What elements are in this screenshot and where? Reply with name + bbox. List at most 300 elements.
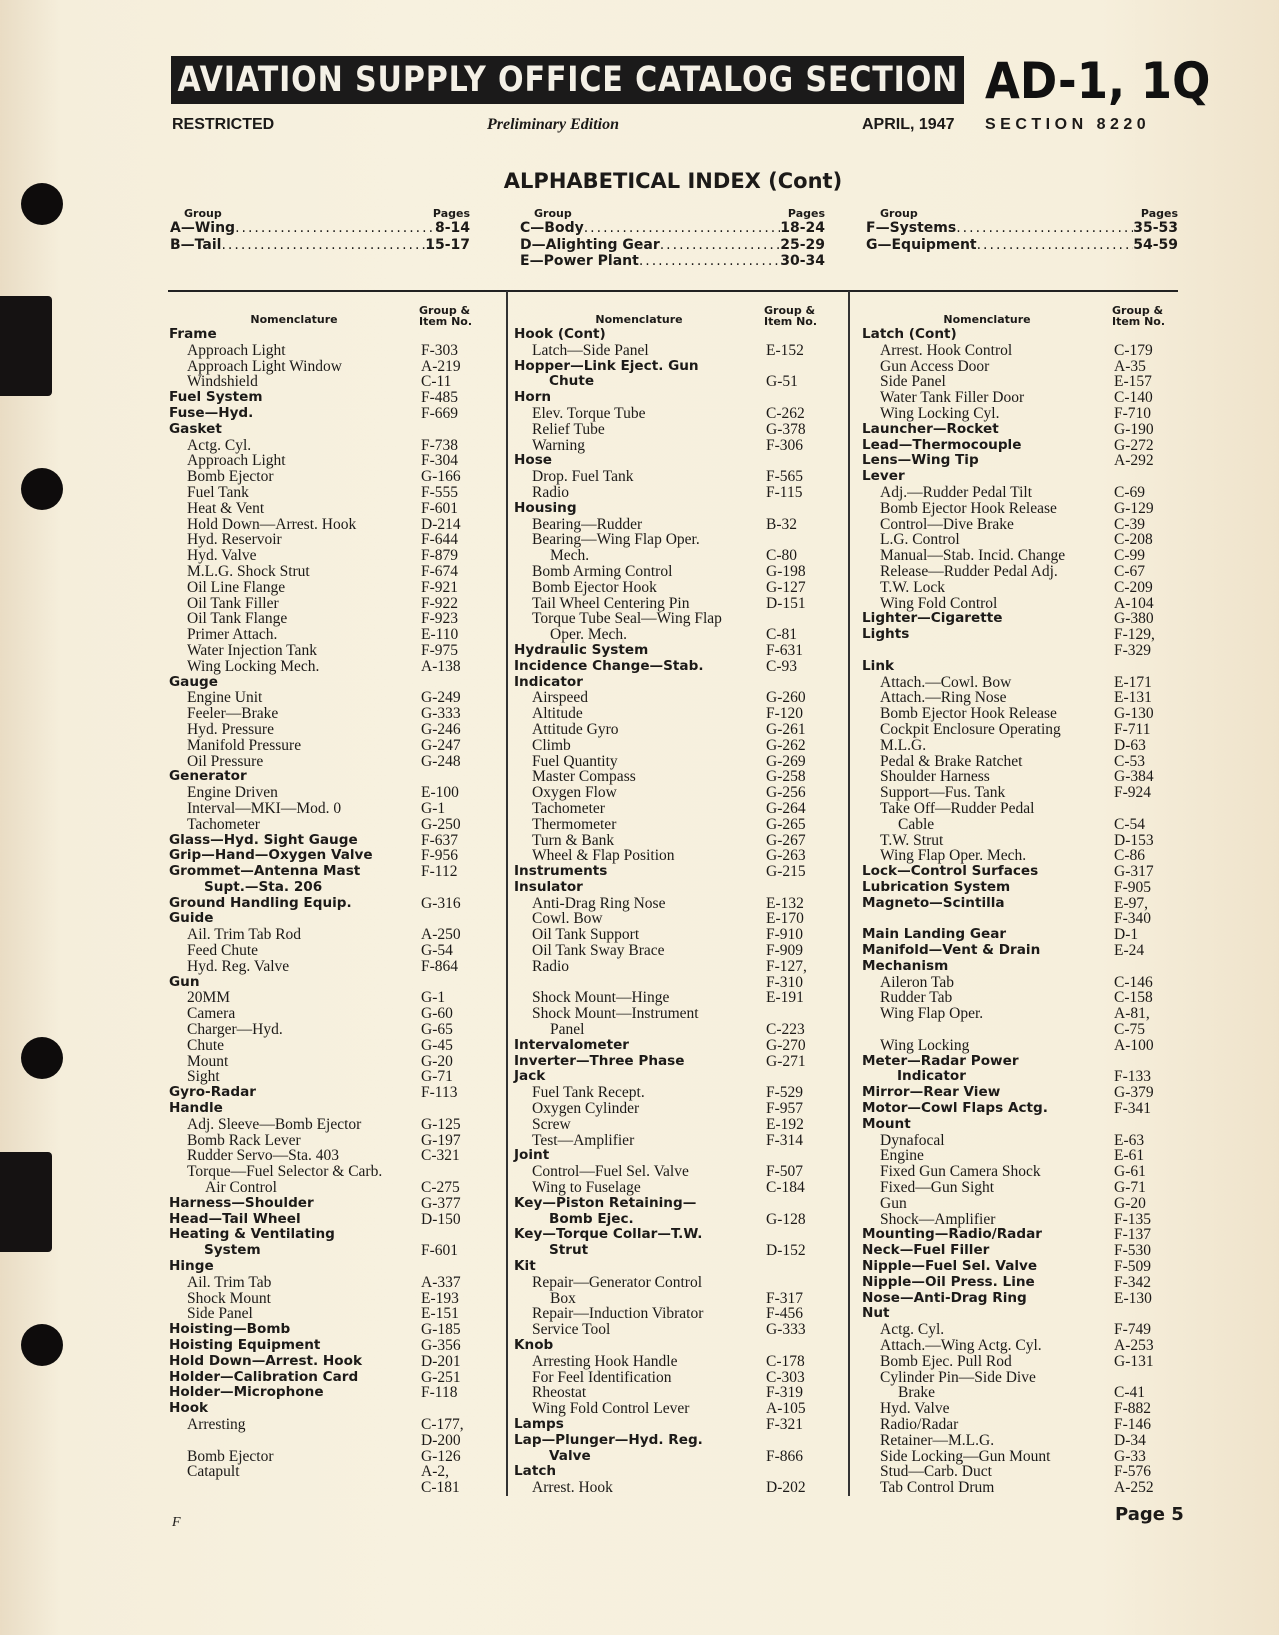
entry-item-number: C-208 — [1114, 531, 1153, 549]
entry-item-number: F-631 — [766, 641, 804, 659]
entry-item-number: G-356 — [421, 1337, 461, 1354]
pages-label: Pages — [432, 207, 470, 220]
entry-item-number: G-271 — [766, 1052, 806, 1070]
entry-name: Housing — [514, 499, 577, 516]
index-entry — [862, 343, 1180, 359]
entry-name: Latch (Cont) — [862, 326, 957, 342]
entry-name: Inverter—Three Phase — [514, 1052, 685, 1069]
index-column — [862, 293, 1180, 1496]
entry-item-number — [421, 1164, 487, 1180]
index-entry — [862, 1117, 1180, 1133]
entry-name: Attach.—Cowl. Bow — [880, 673, 1012, 691]
entry-item-number: A-35 — [1114, 357, 1146, 375]
entry-name: Pedal & Brake Ratchet — [880, 752, 1023, 770]
page-title: ALPHABETICAL INDEX (Cont) — [503, 169, 843, 193]
entry-item-number: C-39 — [1114, 515, 1145, 533]
entry-name: Guide — [169, 910, 214, 927]
entry-item-number — [421, 880, 487, 896]
index-entry — [514, 1464, 832, 1480]
index-entry — [169, 374, 487, 390]
entry-name: Box — [550, 1289, 576, 1307]
entry-item-number — [1114, 327, 1180, 343]
entry-item-number: C-99 — [1114, 547, 1145, 565]
entry-item-number: F-601 — [421, 1242, 459, 1260]
entry-item-number — [1114, 959, 1180, 975]
index-entry — [514, 343, 832, 359]
entry-name: Nipple—Fuel Sel. Valve — [862, 1258, 1038, 1275]
index-entry — [169, 722, 487, 738]
entry-name: Aileron Tab — [880, 973, 954, 991]
entry-name: Bomb Ejector — [187, 468, 274, 486]
entry-name: Lens—Wing Tip — [862, 452, 979, 469]
entry-name: Retainer—M.L.G. — [880, 1431, 995, 1449]
entry-item-number: G-272 — [1114, 436, 1154, 454]
entry-item-number: F-529 — [766, 1084, 804, 1102]
entry-item-number — [1114, 659, 1180, 675]
entry-name: Master Compass — [532, 768, 636, 786]
entry-name: Wing Fold Control — [880, 594, 998, 612]
entry-item-number: G-269 — [766, 752, 806, 770]
entry-name: Intervalometer — [514, 1036, 629, 1053]
group-entry — [170, 220, 470, 237]
entry-name: Mechanism — [862, 957, 949, 974]
entry-item-number — [421, 1101, 487, 1117]
entry-name: Gun Access Door — [880, 357, 990, 375]
index-entry — [514, 1117, 832, 1133]
index-entry — [862, 927, 1180, 943]
entry-item-number: D-152 — [766, 1242, 806, 1260]
entry-name: Indicator — [514, 673, 583, 690]
index-entry — [169, 1117, 487, 1133]
entry-item-number: F-601 — [421, 499, 459, 517]
entry-name: Control—Fuel Sel. Valve — [532, 1163, 689, 1181]
entry-item-number: F-456 — [766, 1305, 804, 1323]
entry-item-number: A-2, — [421, 1463, 449, 1481]
column-header — [862, 293, 1180, 327]
entry-item-number: G-166 — [421, 468, 461, 486]
entry-item-number: E-100 — [421, 784, 459, 802]
group-pages: 15-17 — [425, 236, 470, 253]
index-entry — [514, 548, 832, 564]
index-entry — [169, 453, 487, 469]
entry-item-number: E-171 — [1114, 673, 1152, 691]
entry-name: Drop. Fuel Tank — [532, 468, 634, 486]
entry-item-number: F-530 — [1114, 1242, 1152, 1260]
index-entry — [169, 943, 487, 959]
entry-name: Nose—Anti-Drag Ring — [862, 1289, 1027, 1306]
index-entry — [862, 374, 1180, 390]
entry-item-number — [766, 1069, 832, 1085]
entry-name: Kit — [514, 1258, 536, 1275]
group-name: E—Power Plant — [520, 253, 639, 269]
index-entry — [514, 1164, 832, 1180]
entry-item-number — [421, 327, 487, 343]
entry-item-number: C-140 — [1114, 389, 1153, 407]
entry-item-number: C-53 — [1114, 752, 1145, 770]
index-entry — [169, 785, 487, 801]
entry-name: Horn — [514, 389, 552, 406]
group-legend-header — [520, 207, 825, 220]
entry-name: Dynafocal — [880, 1131, 945, 1149]
entry-item-number: F-674 — [421, 562, 459, 580]
entry-name: Wing to Fuselage — [532, 1179, 641, 1197]
entry-name: Harness—Shoulder — [169, 1194, 314, 1211]
index-entry — [862, 848, 1180, 864]
entry-name: Adj. Sleeve—Bomb Ejector — [187, 1115, 362, 1133]
index-entry — [514, 959, 832, 975]
index-entry — [862, 1022, 1180, 1038]
index-entry — [862, 359, 1180, 375]
entry-item-number: G-251 — [421, 1368, 461, 1386]
entry-item-number — [766, 327, 832, 343]
entry-name: Airspeed — [532, 689, 588, 707]
index-entry — [169, 817, 487, 833]
entry-item-number — [766, 1227, 832, 1243]
index-entry — [862, 817, 1180, 833]
catalog-banner — [171, 56, 964, 104]
entry-name: Water Injection Tank — [187, 641, 317, 659]
entry-item-number — [766, 1196, 832, 1212]
entry-item-number: G-215 — [766, 863, 806, 881]
index-entry — [169, 1006, 487, 1022]
entry-name: Meter—Radar Power — [862, 1052, 1019, 1069]
index-entry — [514, 453, 832, 469]
index-entry — [514, 1038, 832, 1054]
entry-item-number: G-250 — [421, 815, 461, 833]
entry-name: Arresting — [187, 1415, 246, 1433]
entry-item-number: F-118 — [421, 1384, 458, 1402]
entry-name: Bomb Ejector — [187, 1447, 274, 1465]
index-entry — [514, 627, 832, 643]
index-entry — [169, 627, 487, 643]
entry-name: Hook (Cont) — [514, 326, 606, 342]
index-entry — [169, 422, 487, 438]
index-entry — [169, 1164, 487, 1180]
index-entry — [169, 1180, 487, 1196]
entry-name: Support—Fus. Tank — [880, 784, 1006, 802]
entry-name: Launcher—Rocket — [862, 420, 999, 437]
index-entry — [862, 627, 1180, 643]
entry-item-number: G-131 — [1114, 1352, 1154, 1370]
index-entry — [862, 785, 1180, 801]
entry-name: Fixed Gun Camera Shock — [880, 1163, 1041, 1181]
index-entry — [169, 1022, 487, 1038]
entry-item-number: F-303 — [421, 341, 459, 359]
entry-item-number: G-1 — [421, 799, 446, 817]
footer-mark: F — [172, 1515, 181, 1530]
index-entry — [862, 833, 1180, 849]
entry-name: Bomb Ejec. Pull Rod — [880, 1352, 1012, 1370]
index-entry — [169, 1370, 487, 1386]
entry-name: Jack — [514, 1068, 546, 1085]
entry-name: Feeler—Brake — [187, 705, 279, 723]
index-entry — [169, 564, 487, 580]
entry-item-number — [766, 390, 832, 406]
index-entry — [169, 1212, 487, 1228]
index-entry — [169, 659, 487, 675]
entry-item-number: F-644 — [421, 531, 459, 549]
entry-item-number: G-185 — [421, 1321, 461, 1339]
entry-name: Screw — [532, 1115, 571, 1133]
entry-name: Fuel Tank Recept. — [532, 1084, 645, 1102]
entry-name: Mounting—Radio/Radar — [862, 1226, 1042, 1243]
entry-name: Torque Tube Seal—Wing Flap — [532, 610, 722, 628]
index-entry — [862, 896, 1180, 912]
index-entry — [514, 990, 832, 1006]
entry-item-number: E-131 — [1114, 689, 1152, 707]
entry-item-number: G-261 — [766, 720, 806, 738]
group-entry — [520, 220, 825, 237]
entry-item-number — [766, 532, 832, 548]
group-legend-header — [170, 207, 470, 220]
entry-item-number: G-262 — [766, 736, 806, 754]
entry-name: Oil Tank Support — [532, 926, 640, 944]
index-entry — [169, 896, 487, 912]
entry-name: Nut — [862, 1305, 890, 1322]
entry-item-number: C-177, — [421, 1415, 464, 1433]
entry-name: 20MM — [187, 989, 231, 1007]
entry-item-number: C-178 — [766, 1352, 805, 1370]
index-entry — [169, 959, 487, 975]
index-entry — [514, 438, 832, 454]
entry-name: Interval—MKI—Mod. 0 — [187, 799, 342, 817]
index-entry — [862, 327, 1180, 343]
entry-item-number: F-956 — [421, 847, 459, 865]
index-entry — [514, 611, 832, 627]
entry-item-number: F-340 — [1114, 910, 1152, 928]
entry-name: Engine — [880, 1147, 924, 1165]
entry-name — [169, 1480, 421, 1496]
entry-name: Manifold—Vent & Drain — [862, 942, 1041, 959]
entry-item-number: F-115 — [766, 483, 803, 501]
group-name: F—Systems — [866, 220, 957, 236]
entry-name: Hold Down—Arrest. Hook — [169, 1352, 363, 1369]
entry-name: Lock—Control Surfaces — [862, 863, 1039, 880]
index-entry — [169, 769, 487, 785]
entry-name: M.L.G. Shock Strut — [187, 562, 310, 580]
entry-item-number — [766, 675, 832, 691]
entry-name: Hyd. Valve — [187, 547, 257, 565]
index-entry — [862, 469, 1180, 485]
entry-item-number: C-146 — [1114, 973, 1153, 991]
entry-name: Latch — [514, 1463, 557, 1480]
index-entry — [514, 1148, 832, 1164]
entry-name — [862, 643, 1114, 659]
index-entry — [514, 1449, 832, 1465]
entry-item-number — [766, 1464, 832, 1480]
entry-name: Hook — [169, 1400, 209, 1417]
entry-name: Lubrication System — [862, 878, 1011, 895]
index-entry — [862, 864, 1180, 880]
entry-name: Warning — [532, 436, 585, 454]
entry-name: Radio/Radar — [880, 1415, 959, 1433]
index-entry — [169, 990, 487, 1006]
index-entry — [169, 1054, 487, 1070]
index-entry — [514, 1385, 832, 1401]
entry-name: Rudder Tab — [880, 989, 953, 1007]
entry-item-number: G-316 — [421, 894, 461, 912]
entry-item-number: F-957 — [766, 1100, 804, 1118]
entry-name: Lamps — [514, 1415, 564, 1432]
entry-item-number: D-202 — [766, 1479, 806, 1497]
index-entry — [862, 1038, 1180, 1054]
date: APRIL, 1947 — [862, 116, 955, 133]
index-entry — [169, 1148, 487, 1164]
entry-name: L.G. Control — [880, 531, 960, 549]
entry-name: Lights — [862, 626, 910, 643]
entry-name: Oil Pressure — [187, 752, 264, 770]
group-label: Group — [880, 207, 918, 220]
entry-name: Key—Torque Collar—T.W. — [514, 1226, 703, 1243]
entry-item-number: F-509 — [1114, 1258, 1152, 1276]
index-entry — [862, 943, 1180, 959]
entry-name: Approach Light — [187, 452, 286, 470]
entry-item-number: F-146 — [1114, 1415, 1152, 1433]
entry-item-number — [766, 501, 832, 517]
entry-name: Charger—Hyd. — [187, 1021, 283, 1039]
entry-item-number: G-379 — [1114, 1084, 1154, 1102]
entry-item-number: F-137 — [1114, 1226, 1152, 1244]
entry-item-number: F-310 — [766, 973, 804, 991]
index-entry — [169, 754, 487, 770]
entry-item-number: A-219 — [421, 357, 461, 375]
group-name: G—Equipment — [866, 236, 977, 253]
entry-name: Rheostat — [532, 1384, 587, 1402]
index-entry — [169, 390, 487, 406]
entry-name: Fuel Quantity — [532, 752, 618, 770]
entry-item-number: E-151 — [421, 1305, 459, 1323]
entry-item-number — [766, 453, 832, 469]
entry-item-number — [766, 1006, 832, 1022]
group-pages: 35-53 — [1133, 220, 1178, 236]
entry-name: Hose — [514, 452, 553, 469]
entry-item-number: F-555 — [421, 483, 459, 501]
entry-name: Arresting Hook Handle — [532, 1352, 678, 1370]
index-entry — [514, 1275, 832, 1291]
index-entry — [169, 880, 487, 896]
entry-name: Engine Driven — [187, 784, 278, 802]
binder-hole — [21, 1324, 63, 1366]
index-entry — [514, 1180, 832, 1196]
index-entry — [169, 1338, 487, 1354]
entry-name: Anti-Drag Ring Nose — [532, 894, 666, 912]
index-entry — [862, 517, 1180, 533]
entry-name: Knob — [514, 1337, 554, 1353]
entry-item-number: F-341 — [1114, 1100, 1152, 1118]
entry-name: Thermometer — [532, 815, 617, 833]
entry-name: Repair—Induction Vibrator — [532, 1305, 704, 1323]
column-header — [169, 293, 487, 327]
entry-item-number: G-130 — [1114, 705, 1154, 723]
index-entry — [862, 1322, 1180, 1338]
entry-item-number: D-150 — [421, 1210, 461, 1228]
entry-name: T.W. Strut — [880, 831, 944, 849]
index-entry — [169, 1449, 487, 1465]
entry-item-number: C-80 — [766, 547, 797, 565]
index-entry — [169, 1385, 487, 1401]
entry-name: Oil Tank Filler — [187, 594, 279, 612]
entry-item-number: F-710 — [1114, 404, 1152, 422]
index-entry — [514, 580, 832, 596]
entry-name: Control—Dive Brake — [880, 515, 1014, 533]
index-entry — [862, 880, 1180, 896]
entry-name: Mirror—Rear View — [862, 1084, 1001, 1101]
index-entry — [514, 406, 832, 422]
catalog-code: AD-1, 1Q — [985, 52, 1211, 110]
index-entry — [169, 1306, 487, 1322]
index-entry — [862, 406, 1180, 422]
entry-name: Adj.—Rudder Pedal Tilt — [880, 483, 1033, 501]
entry-name: Gauge — [169, 673, 218, 690]
entry-name: Fuel Tank — [187, 483, 249, 501]
entry-item-number: E-170 — [766, 910, 804, 928]
entry-item-number: C-223 — [766, 1021, 805, 1039]
entry-item-number: F-314 — [766, 1131, 804, 1149]
entry-name: Turn & Bank — [532, 831, 615, 849]
entry-item-number: C-69 — [1114, 483, 1145, 501]
nomenclature-header: Nomenclature — [943, 313, 1031, 326]
entry-name: Fixed—Gun Sight — [880, 1179, 995, 1197]
dot-leader — [221, 237, 425, 254]
entry-item-number: C-321 — [421, 1147, 460, 1165]
entry-name: Hydraulic System — [514, 641, 649, 658]
entry-item-number: G-384 — [1114, 768, 1154, 786]
entry-item-number: A-105 — [766, 1400, 806, 1418]
index-entry — [514, 374, 832, 390]
entry-item-number: G-54 — [421, 942, 453, 960]
index-entry — [514, 1401, 832, 1417]
index-entry — [514, 1306, 832, 1322]
index-entry — [862, 564, 1180, 580]
dot-leader — [584, 220, 781, 237]
column-header — [514, 293, 832, 327]
entry-item-number: D-153 — [1114, 831, 1154, 849]
index-entry — [169, 1433, 487, 1449]
entry-item-number: F-485 — [421, 389, 459, 407]
entry-item-number: F-866 — [766, 1447, 804, 1465]
entry-item-number: G-51 — [766, 373, 798, 391]
index-column — [169, 293, 487, 1496]
entry-item-number — [766, 611, 832, 627]
entry-item-number — [1114, 1370, 1180, 1386]
entry-item-number: E-110 — [421, 626, 459, 644]
entry-item-number: D-1 — [1114, 926, 1139, 944]
entry-item-number: C-81 — [766, 626, 797, 644]
group-pages: 30-34 — [780, 253, 825, 269]
index-entry — [514, 1196, 832, 1212]
entry-name: Hyd. Reservoir — [187, 531, 282, 549]
entry-item-number: A-337 — [421, 1273, 461, 1291]
entry-name: Lever — [862, 468, 905, 485]
index-entry — [169, 469, 487, 485]
entry-name: Shock Mount—Hinge — [532, 989, 670, 1007]
entry-item-number: G-129 — [1114, 499, 1154, 517]
binder-clip — [0, 296, 52, 396]
entry-name: M.L.G. — [880, 736, 927, 754]
entry-name: Ail. Trim Tab — [187, 1273, 272, 1291]
index-entry — [514, 943, 832, 959]
index-entry — [169, 911, 487, 927]
index-entry — [169, 1275, 487, 1291]
entry-item-number — [766, 1259, 832, 1275]
entry-item-number: G-197 — [421, 1131, 461, 1149]
entry-name: Primer Attach. — [187, 626, 278, 644]
entry-name: Fuse—Hyd. — [169, 404, 254, 421]
entry-item-number: G-249 — [421, 689, 461, 707]
entry-item-number: F-129, — [1114, 626, 1155, 644]
entry-name: Engine Unit — [187, 689, 263, 707]
index-entry — [514, 690, 832, 706]
